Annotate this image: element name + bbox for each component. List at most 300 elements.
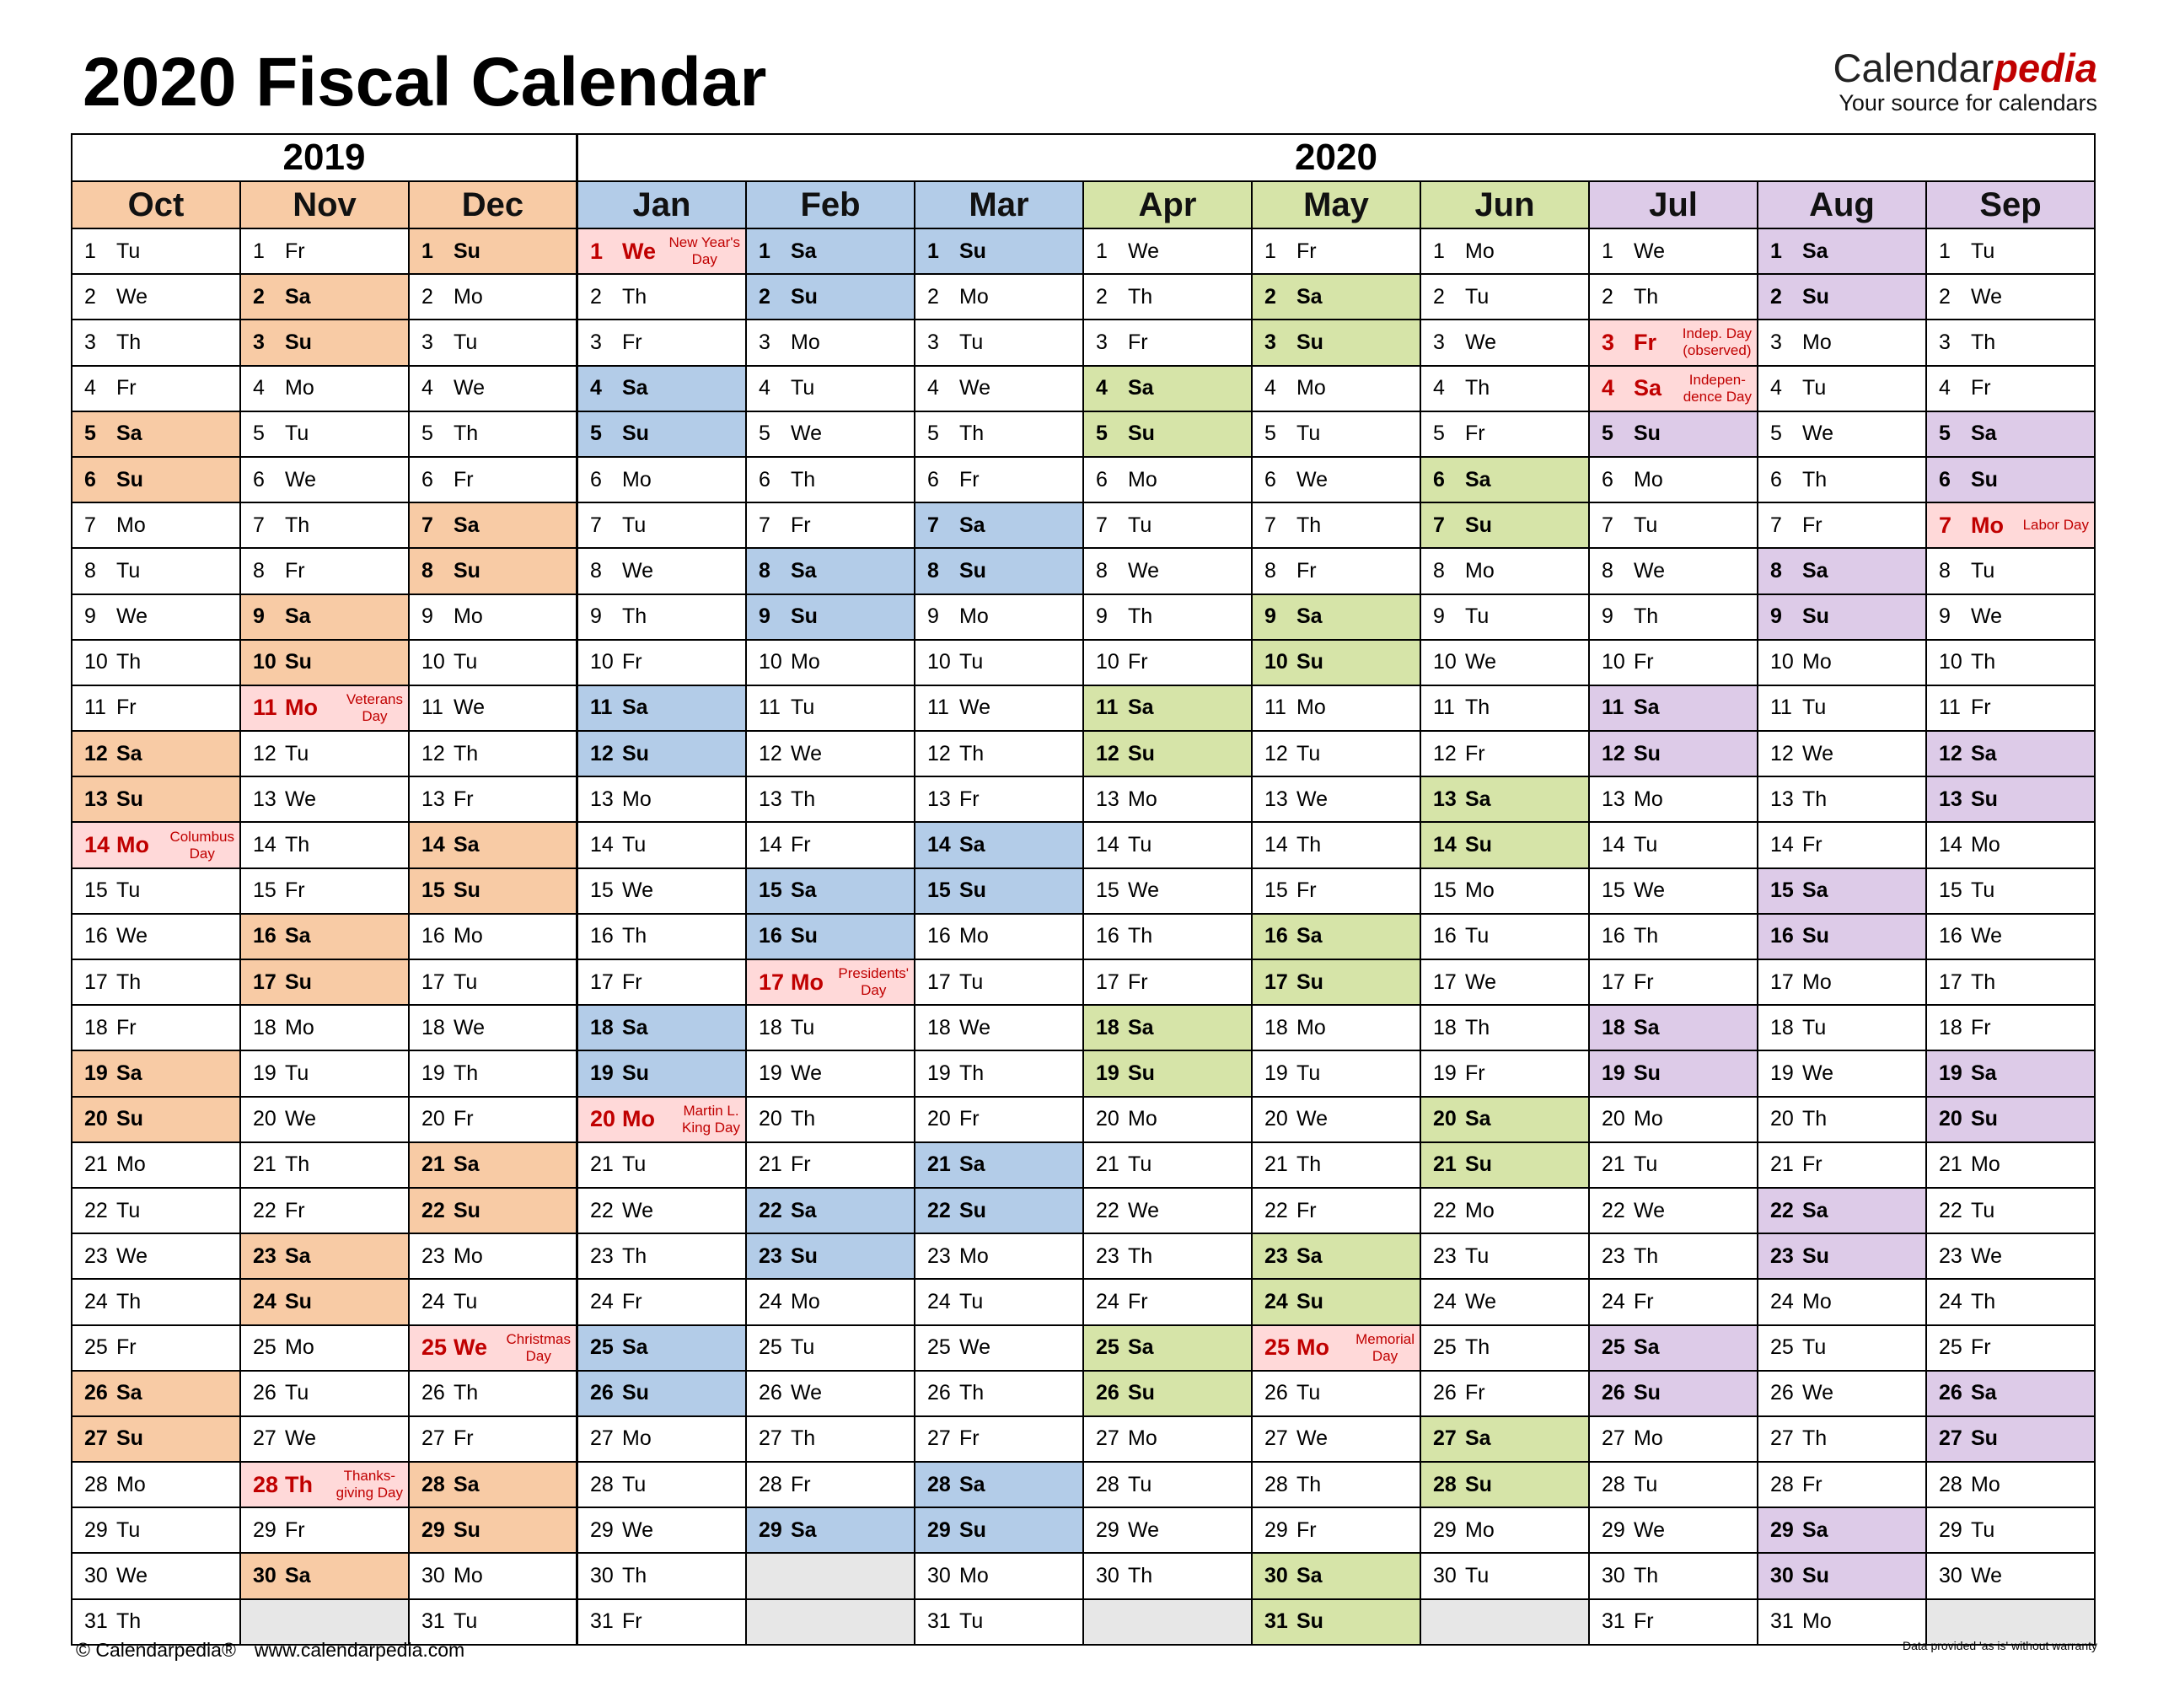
day-cell-dec-13[interactable] bbox=[410, 777, 578, 823]
day-cell-dec-14[interactable] bbox=[410, 823, 578, 868]
day-cell-dec-18[interactable] bbox=[410, 1006, 578, 1051]
day-cell-jun-4[interactable] bbox=[1421, 367, 1590, 412]
day-cell-jul-21[interactable] bbox=[1590, 1143, 1758, 1189]
day-cell-jun-25[interactable] bbox=[1421, 1326, 1590, 1372]
day-cell-jun-8[interactable] bbox=[1421, 549, 1590, 594]
day-cell-feb-19[interactable] bbox=[747, 1051, 915, 1097]
day-cell-mar-15[interactable] bbox=[915, 869, 1084, 915]
day-cell-jun-26[interactable] bbox=[1421, 1372, 1590, 1417]
day-cell-sep-11[interactable] bbox=[1927, 686, 2096, 732]
day-cell-nov-26[interactable] bbox=[241, 1372, 410, 1417]
day-cell-apr-27[interactable] bbox=[1084, 1417, 1253, 1463]
day-cell-aug-3[interactable] bbox=[1758, 320, 1927, 366]
day-cell-jun-3[interactable] bbox=[1421, 320, 1590, 366]
day-cell-feb-20[interactable] bbox=[747, 1098, 915, 1143]
day-cell-jul-18[interactable] bbox=[1590, 1006, 1758, 1051]
day-cell-feb-24[interactable] bbox=[747, 1280, 915, 1325]
day-cell-mar-22[interactable] bbox=[915, 1189, 1084, 1234]
day-cell-jun-30[interactable] bbox=[1421, 1554, 1590, 1599]
day-cell-jul-15[interactable] bbox=[1590, 869, 1758, 915]
day-cell-aug-30[interactable] bbox=[1758, 1554, 1927, 1599]
day-cell-jul-14[interactable] bbox=[1590, 823, 1758, 868]
day-cell-nov-19[interactable] bbox=[241, 1051, 410, 1097]
day-cell-feb-3[interactable] bbox=[747, 320, 915, 366]
day-cell-jul-19[interactable] bbox=[1590, 1051, 1758, 1097]
day-cell-sep-12[interactable] bbox=[1927, 732, 2096, 777]
day-cell-feb-14[interactable] bbox=[747, 823, 915, 868]
day-cell-nov-8[interactable] bbox=[241, 549, 410, 594]
day-cell-jan-11[interactable] bbox=[578, 686, 747, 732]
day-cell-dec-28[interactable] bbox=[410, 1463, 578, 1508]
day-cell-aug-8[interactable] bbox=[1758, 549, 1927, 594]
day-cell-jan-19[interactable] bbox=[578, 1051, 747, 1097]
day-cell-jul-8[interactable] bbox=[1590, 549, 1758, 594]
day-cell-feb-25[interactable] bbox=[747, 1326, 915, 1372]
day-cell-may-20[interactable] bbox=[1253, 1098, 1421, 1143]
day-cell-jan-14[interactable] bbox=[578, 823, 747, 868]
day-cell-dec-21[interactable] bbox=[410, 1143, 578, 1189]
day-cell-may-6[interactable] bbox=[1253, 458, 1421, 503]
day-cell-apr-30[interactable] bbox=[1084, 1554, 1253, 1599]
day-cell-may-27[interactable] bbox=[1253, 1417, 1421, 1463]
day-cell-jan-13[interactable] bbox=[578, 777, 747, 823]
day-cell-mar-12[interactable] bbox=[915, 732, 1084, 777]
day-cell-oct-16[interactable] bbox=[72, 915, 241, 960]
day-cell-sep-7[interactable] bbox=[1927, 503, 2096, 549]
day-cell-feb-28[interactable] bbox=[747, 1463, 915, 1508]
day-cell-dec-15[interactable] bbox=[410, 869, 578, 915]
day-cell-oct-21[interactable] bbox=[72, 1143, 241, 1189]
day-cell-dec-11[interactable] bbox=[410, 686, 578, 732]
day-cell-jun-7[interactable] bbox=[1421, 503, 1590, 549]
day-cell-apr-5[interactable] bbox=[1084, 412, 1253, 458]
day-cell-oct-25[interactable] bbox=[72, 1326, 241, 1372]
day-cell-aug-29[interactable] bbox=[1758, 1508, 1927, 1554]
day-cell-apr-13[interactable] bbox=[1084, 777, 1253, 823]
day-cell-mar-10[interactable] bbox=[915, 641, 1084, 686]
day-cell-jul-16[interactable] bbox=[1590, 915, 1758, 960]
day-cell-oct-12[interactable] bbox=[72, 732, 241, 777]
day-cell-feb-7[interactable] bbox=[747, 503, 915, 549]
day-cell-may-23[interactable] bbox=[1253, 1234, 1421, 1280]
day-cell-jul-25[interactable] bbox=[1590, 1326, 1758, 1372]
day-cell-jul-7[interactable] bbox=[1590, 503, 1758, 549]
day-cell-aug-9[interactable] bbox=[1758, 595, 1927, 641]
day-cell-jun-17[interactable] bbox=[1421, 960, 1590, 1006]
day-cell-oct-1[interactable] bbox=[72, 229, 241, 275]
day-cell-aug-5[interactable] bbox=[1758, 412, 1927, 458]
day-cell-dec-5[interactable] bbox=[410, 412, 578, 458]
day-cell-feb-8[interactable] bbox=[747, 549, 915, 594]
day-cell-sep-1[interactable] bbox=[1927, 229, 2096, 275]
day-cell-may-22[interactable] bbox=[1253, 1189, 1421, 1234]
day-cell-oct-15[interactable] bbox=[72, 869, 241, 915]
day-cell-apr-20[interactable] bbox=[1084, 1098, 1253, 1143]
day-cell-jan-5[interactable] bbox=[578, 412, 747, 458]
day-cell-sep-9[interactable] bbox=[1927, 595, 2096, 641]
day-cell-nov-13[interactable] bbox=[241, 777, 410, 823]
day-cell-mar-7[interactable] bbox=[915, 503, 1084, 549]
day-cell-jan-31[interactable] bbox=[578, 1600, 747, 1646]
day-cell-apr-16[interactable] bbox=[1084, 915, 1253, 960]
day-cell-may-3[interactable] bbox=[1253, 320, 1421, 366]
day-cell-aug-27[interactable] bbox=[1758, 1417, 1927, 1463]
day-cell-dec-27[interactable] bbox=[410, 1417, 578, 1463]
day-cell-oct-22[interactable] bbox=[72, 1189, 241, 1234]
day-cell-sep-15[interactable] bbox=[1927, 869, 2096, 915]
day-cell-feb-23[interactable] bbox=[747, 1234, 915, 1280]
day-cell-jun-21[interactable] bbox=[1421, 1143, 1590, 1189]
day-cell-may-12[interactable] bbox=[1253, 732, 1421, 777]
day-cell-dec-25[interactable] bbox=[410, 1326, 578, 1372]
day-cell-nov-4[interactable] bbox=[241, 367, 410, 412]
day-cell-sep-27[interactable] bbox=[1927, 1417, 2096, 1463]
day-cell-jul-22[interactable] bbox=[1590, 1189, 1758, 1234]
day-cell-aug-24[interactable] bbox=[1758, 1280, 1927, 1325]
day-cell-mar-30[interactable] bbox=[915, 1554, 1084, 1599]
day-cell-dec-9[interactable] bbox=[410, 595, 578, 641]
day-cell-nov-23[interactable] bbox=[241, 1234, 410, 1280]
day-cell-sep-29[interactable] bbox=[1927, 1508, 2096, 1554]
day-cell-aug-16[interactable] bbox=[1758, 915, 1927, 960]
day-cell-jul-27[interactable] bbox=[1590, 1417, 1758, 1463]
day-cell-dec-26[interactable] bbox=[410, 1372, 578, 1417]
day-cell-jun-14[interactable] bbox=[1421, 823, 1590, 868]
day-cell-apr-22[interactable] bbox=[1084, 1189, 1253, 1234]
day-cell-feb-12[interactable] bbox=[747, 732, 915, 777]
day-cell-mar-8[interactable] bbox=[915, 549, 1084, 594]
day-cell-jan-26[interactable] bbox=[578, 1372, 747, 1417]
day-cell-aug-22[interactable] bbox=[1758, 1189, 1927, 1234]
day-cell-dec-30[interactable] bbox=[410, 1554, 578, 1599]
day-cell-mar-16[interactable] bbox=[915, 915, 1084, 960]
day-cell-feb-9[interactable] bbox=[747, 595, 915, 641]
day-cell-mar-27[interactable] bbox=[915, 1417, 1084, 1463]
day-cell-dec-29[interactable] bbox=[410, 1508, 578, 1554]
day-cell-sep-5[interactable] bbox=[1927, 412, 2096, 458]
day-cell-nov-21[interactable] bbox=[241, 1143, 410, 1189]
day-cell-apr-8[interactable] bbox=[1084, 549, 1253, 594]
day-cell-feb-21[interactable] bbox=[747, 1143, 915, 1189]
day-cell-nov-29[interactable] bbox=[241, 1508, 410, 1554]
day-cell-dec-17[interactable] bbox=[410, 960, 578, 1006]
day-cell-jan-4[interactable] bbox=[578, 367, 747, 412]
day-cell-apr-19[interactable] bbox=[1084, 1051, 1253, 1097]
day-cell-jul-23[interactable] bbox=[1590, 1234, 1758, 1280]
day-cell-nov-3[interactable] bbox=[241, 320, 410, 366]
day-cell-sep-16[interactable] bbox=[1927, 915, 2096, 960]
day-cell-aug-25[interactable] bbox=[1758, 1326, 1927, 1372]
day-cell-aug-23[interactable] bbox=[1758, 1234, 1927, 1280]
day-cell-apr-29[interactable] bbox=[1084, 1508, 1253, 1554]
day-cell-nov-16[interactable] bbox=[241, 915, 410, 960]
day-cell-oct-19[interactable] bbox=[72, 1051, 241, 1097]
day-cell-mar-6[interactable] bbox=[915, 458, 1084, 503]
day-cell-may-11[interactable] bbox=[1253, 686, 1421, 732]
day-cell-dec-10[interactable] bbox=[410, 641, 578, 686]
day-cell-sep-22[interactable] bbox=[1927, 1189, 2096, 1234]
day-cell-apr-28[interactable] bbox=[1084, 1463, 1253, 1508]
day-cell-sep-20[interactable] bbox=[1927, 1098, 2096, 1143]
day-cell-jul-6[interactable] bbox=[1590, 458, 1758, 503]
day-cell-aug-18[interactable] bbox=[1758, 1006, 1927, 1051]
day-cell-jan-22[interactable] bbox=[578, 1189, 747, 1234]
day-cell-jul-17[interactable] bbox=[1590, 960, 1758, 1006]
day-cell-jun-24[interactable] bbox=[1421, 1280, 1590, 1325]
day-cell-jan-25[interactable] bbox=[578, 1326, 747, 1372]
day-cell-jun-11[interactable] bbox=[1421, 686, 1590, 732]
day-cell-jul-12[interactable] bbox=[1590, 732, 1758, 777]
day-cell-mar-17[interactable] bbox=[915, 960, 1084, 1006]
day-cell-oct-18[interactable] bbox=[72, 1006, 241, 1051]
day-cell-may-18[interactable] bbox=[1253, 1006, 1421, 1051]
website-link[interactable]: www.calendarpedia.com bbox=[254, 1639, 465, 1661]
day-cell-nov-5[interactable] bbox=[241, 412, 410, 458]
day-cell-apr-11[interactable] bbox=[1084, 686, 1253, 732]
day-cell-oct-11[interactable] bbox=[72, 686, 241, 732]
day-cell-apr-7[interactable] bbox=[1084, 503, 1253, 549]
day-cell-nov-10[interactable] bbox=[241, 641, 410, 686]
day-cell-may-2[interactable] bbox=[1253, 275, 1421, 320]
day-cell-nov-14[interactable] bbox=[241, 823, 410, 868]
day-cell-oct-4[interactable] bbox=[72, 367, 241, 412]
day-cell-oct-28[interactable] bbox=[72, 1463, 241, 1508]
day-cell-jul-10[interactable] bbox=[1590, 641, 1758, 686]
day-cell-may-4[interactable] bbox=[1253, 367, 1421, 412]
day-cell-mar-25[interactable] bbox=[915, 1326, 1084, 1372]
day-cell-sep-14[interactable] bbox=[1927, 823, 2096, 868]
day-cell-feb-11[interactable] bbox=[747, 686, 915, 732]
day-cell-sep-19[interactable] bbox=[1927, 1051, 2096, 1097]
day-cell-jun-12[interactable] bbox=[1421, 732, 1590, 777]
day-cell-aug-13[interactable] bbox=[1758, 777, 1927, 823]
day-cell-aug-15[interactable] bbox=[1758, 869, 1927, 915]
day-cell-oct-5[interactable] bbox=[72, 412, 241, 458]
day-cell-nov-20[interactable] bbox=[241, 1098, 410, 1143]
day-cell-mar-18[interactable] bbox=[915, 1006, 1084, 1051]
day-cell-jun-27[interactable] bbox=[1421, 1417, 1590, 1463]
day-cell-feb-26[interactable] bbox=[747, 1372, 915, 1417]
day-cell-dec-23[interactable] bbox=[410, 1234, 578, 1280]
day-cell-mar-21[interactable] bbox=[915, 1143, 1084, 1189]
day-cell-nov-27[interactable] bbox=[241, 1417, 410, 1463]
day-cell-dec-24[interactable] bbox=[410, 1280, 578, 1325]
day-cell-nov-30[interactable] bbox=[241, 1554, 410, 1599]
day-cell-dec-2[interactable] bbox=[410, 275, 578, 320]
day-cell-jan-29[interactable] bbox=[578, 1508, 747, 1554]
day-cell-feb-1[interactable] bbox=[747, 229, 915, 275]
day-cell-apr-18[interactable] bbox=[1084, 1006, 1253, 1051]
day-cell-dec-12[interactable] bbox=[410, 732, 578, 777]
day-cell-jun-1[interactable] bbox=[1421, 229, 1590, 275]
day-cell-oct-13[interactable] bbox=[72, 777, 241, 823]
day-cell-oct-10[interactable] bbox=[72, 641, 241, 686]
day-cell-jan-9[interactable] bbox=[578, 595, 747, 641]
day-cell-mar-11[interactable] bbox=[915, 686, 1084, 732]
day-cell-jun-18[interactable] bbox=[1421, 1006, 1590, 1051]
day-cell-oct-2[interactable] bbox=[72, 275, 241, 320]
day-cell-apr-12[interactable] bbox=[1084, 732, 1253, 777]
day-cell-may-8[interactable] bbox=[1253, 549, 1421, 594]
day-cell-may-5[interactable] bbox=[1253, 412, 1421, 458]
day-cell-jan-17[interactable] bbox=[578, 960, 747, 1006]
day-cell-may-26[interactable] bbox=[1253, 1372, 1421, 1417]
day-cell-aug-4[interactable] bbox=[1758, 367, 1927, 412]
day-cell-oct-29[interactable] bbox=[72, 1508, 241, 1554]
day-cell-dec-3[interactable] bbox=[410, 320, 578, 366]
day-cell-sep-4[interactable] bbox=[1927, 367, 2096, 412]
day-cell-mar-2[interactable] bbox=[915, 275, 1084, 320]
day-cell-nov-22[interactable] bbox=[241, 1189, 410, 1234]
day-cell-mar-28[interactable] bbox=[915, 1463, 1084, 1508]
day-cell-jul-1[interactable] bbox=[1590, 229, 1758, 275]
day-cell-apr-21[interactable] bbox=[1084, 1143, 1253, 1189]
day-cell-mar-31[interactable] bbox=[915, 1600, 1084, 1646]
day-cell-jun-19[interactable] bbox=[1421, 1051, 1590, 1097]
day-cell-apr-26[interactable] bbox=[1084, 1372, 1253, 1417]
day-cell-aug-28[interactable] bbox=[1758, 1463, 1927, 1508]
day-cell-jul-5[interactable] bbox=[1590, 412, 1758, 458]
day-cell-may-7[interactable] bbox=[1253, 503, 1421, 549]
day-cell-jun-28[interactable] bbox=[1421, 1463, 1590, 1508]
day-cell-may-28[interactable] bbox=[1253, 1463, 1421, 1508]
day-cell-feb-5[interactable] bbox=[747, 412, 915, 458]
day-cell-jan-3[interactable] bbox=[578, 320, 747, 366]
day-cell-feb-13[interactable] bbox=[747, 777, 915, 823]
day-cell-jan-18[interactable] bbox=[578, 1006, 747, 1051]
day-cell-apr-2[interactable] bbox=[1084, 275, 1253, 320]
day-cell-nov-24[interactable] bbox=[241, 1280, 410, 1325]
day-cell-aug-1[interactable] bbox=[1758, 229, 1927, 275]
day-cell-nov-6[interactable] bbox=[241, 458, 410, 503]
day-cell-dec-1[interactable] bbox=[410, 229, 578, 275]
day-cell-jan-23[interactable] bbox=[578, 1234, 747, 1280]
day-cell-sep-6[interactable] bbox=[1927, 458, 2096, 503]
day-cell-mar-1[interactable] bbox=[915, 229, 1084, 275]
day-cell-apr-3[interactable] bbox=[1084, 320, 1253, 366]
day-cell-mar-14[interactable] bbox=[915, 823, 1084, 868]
day-cell-may-24[interactable] bbox=[1253, 1280, 1421, 1325]
day-cell-jul-2[interactable] bbox=[1590, 275, 1758, 320]
day-cell-nov-17[interactable] bbox=[241, 960, 410, 1006]
day-cell-jan-24[interactable] bbox=[578, 1280, 747, 1325]
day-cell-sep-8[interactable] bbox=[1927, 549, 2096, 594]
day-cell-aug-10[interactable] bbox=[1758, 641, 1927, 686]
day-cell-feb-18[interactable] bbox=[747, 1006, 915, 1051]
day-cell-dec-16[interactable] bbox=[410, 915, 578, 960]
day-cell-jul-3[interactable] bbox=[1590, 320, 1758, 366]
day-cell-aug-6[interactable] bbox=[1758, 458, 1927, 503]
day-cell-mar-3[interactable] bbox=[915, 320, 1084, 366]
day-cell-nov-15[interactable] bbox=[241, 869, 410, 915]
day-cell-mar-5[interactable] bbox=[915, 412, 1084, 458]
day-cell-may-25[interactable] bbox=[1253, 1326, 1421, 1372]
day-cell-may-17[interactable] bbox=[1253, 960, 1421, 1006]
day-cell-may-29[interactable] bbox=[1253, 1508, 1421, 1554]
day-cell-jan-30[interactable] bbox=[578, 1554, 747, 1599]
day-cell-jan-15[interactable] bbox=[578, 869, 747, 915]
day-cell-aug-20[interactable] bbox=[1758, 1098, 1927, 1143]
day-cell-oct-8[interactable] bbox=[72, 549, 241, 594]
day-cell-may-16[interactable] bbox=[1253, 915, 1421, 960]
day-cell-oct-30[interactable] bbox=[72, 1554, 241, 1599]
day-cell-nov-1[interactable] bbox=[241, 229, 410, 275]
day-cell-jul-9[interactable] bbox=[1590, 595, 1758, 641]
day-cell-aug-26[interactable] bbox=[1758, 1372, 1927, 1417]
day-cell-aug-17[interactable] bbox=[1758, 960, 1927, 1006]
day-cell-jul-11[interactable] bbox=[1590, 686, 1758, 732]
day-cell-may-30[interactable] bbox=[1253, 1554, 1421, 1599]
day-cell-jun-15[interactable] bbox=[1421, 869, 1590, 915]
day-cell-feb-16[interactable] bbox=[747, 915, 915, 960]
day-cell-jan-2[interactable] bbox=[578, 275, 747, 320]
day-cell-oct-6[interactable] bbox=[72, 458, 241, 503]
day-cell-jan-10[interactable] bbox=[578, 641, 747, 686]
day-cell-jul-26[interactable] bbox=[1590, 1372, 1758, 1417]
day-cell-sep-24[interactable] bbox=[1927, 1280, 2096, 1325]
day-cell-oct-23[interactable] bbox=[72, 1234, 241, 1280]
day-cell-oct-14[interactable] bbox=[72, 823, 241, 868]
day-cell-aug-19[interactable] bbox=[1758, 1051, 1927, 1097]
day-cell-jul-20[interactable] bbox=[1590, 1098, 1758, 1143]
day-cell-sep-3[interactable] bbox=[1927, 320, 2096, 366]
day-cell-feb-17[interactable] bbox=[747, 960, 915, 1006]
day-cell-jan-27[interactable] bbox=[578, 1417, 747, 1463]
day-cell-dec-4[interactable] bbox=[410, 367, 578, 412]
day-cell-jun-20[interactable] bbox=[1421, 1098, 1590, 1143]
day-cell-dec-20[interactable] bbox=[410, 1098, 578, 1143]
day-cell-sep-23[interactable] bbox=[1927, 1234, 2096, 1280]
day-cell-aug-7[interactable] bbox=[1758, 503, 1927, 549]
day-cell-mar-29[interactable] bbox=[915, 1508, 1084, 1554]
day-cell-apr-4[interactable] bbox=[1084, 367, 1253, 412]
day-cell-sep-30[interactable] bbox=[1927, 1554, 2096, 1599]
day-cell-mar-20[interactable] bbox=[915, 1098, 1084, 1143]
day-cell-oct-26[interactable] bbox=[72, 1372, 241, 1417]
day-cell-jan-21[interactable] bbox=[578, 1143, 747, 1189]
day-cell-mar-23[interactable] bbox=[915, 1234, 1084, 1280]
day-cell-nov-28[interactable] bbox=[241, 1463, 410, 1508]
day-cell-aug-21[interactable] bbox=[1758, 1143, 1927, 1189]
day-cell-jul-28[interactable] bbox=[1590, 1463, 1758, 1508]
day-cell-apr-14[interactable] bbox=[1084, 823, 1253, 868]
day-cell-feb-15[interactable] bbox=[747, 869, 915, 915]
day-cell-jan-7[interactable] bbox=[578, 503, 747, 549]
day-cell-jan-12[interactable] bbox=[578, 732, 747, 777]
day-cell-aug-12[interactable] bbox=[1758, 732, 1927, 777]
day-cell-oct-17[interactable] bbox=[72, 960, 241, 1006]
day-cell-jan-20[interactable] bbox=[578, 1098, 747, 1143]
day-cell-sep-2[interactable] bbox=[1927, 275, 2096, 320]
day-cell-feb-2[interactable] bbox=[747, 275, 915, 320]
day-cell-may-13[interactable] bbox=[1253, 777, 1421, 823]
day-cell-jan-28[interactable] bbox=[578, 1463, 747, 1508]
day-cell-dec-7[interactable] bbox=[410, 503, 578, 549]
day-cell-feb-29[interactable] bbox=[747, 1508, 915, 1554]
day-cell-apr-23[interactable] bbox=[1084, 1234, 1253, 1280]
day-cell-aug-14[interactable] bbox=[1758, 823, 1927, 868]
day-cell-nov-25[interactable] bbox=[241, 1326, 410, 1372]
day-cell-dec-8[interactable] bbox=[410, 549, 578, 594]
day-cell-apr-9[interactable] bbox=[1084, 595, 1253, 641]
day-cell-may-21[interactable] bbox=[1253, 1143, 1421, 1189]
day-cell-oct-3[interactable] bbox=[72, 320, 241, 366]
day-cell-may-19[interactable] bbox=[1253, 1051, 1421, 1097]
day-cell-sep-28[interactable] bbox=[1927, 1463, 2096, 1508]
day-cell-oct-7[interactable] bbox=[72, 503, 241, 549]
day-cell-jan-8[interactable] bbox=[578, 549, 747, 594]
day-cell-mar-13[interactable] bbox=[915, 777, 1084, 823]
